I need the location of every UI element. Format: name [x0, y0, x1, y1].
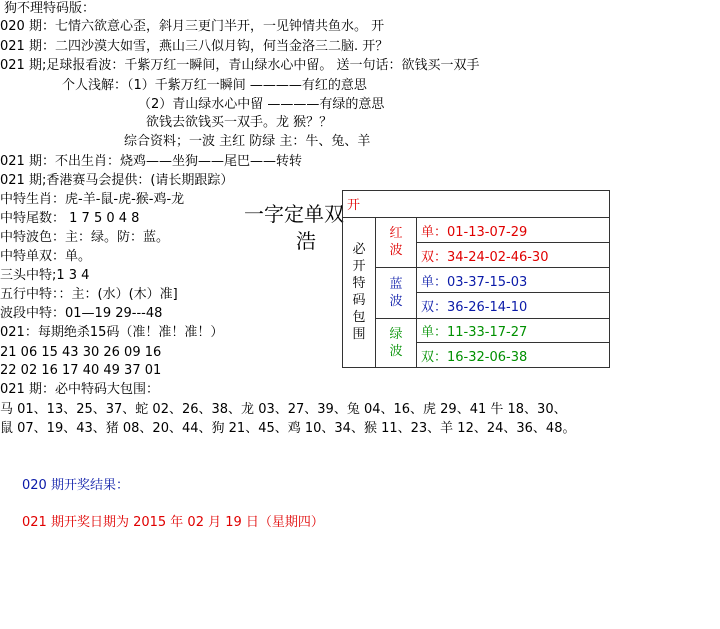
number-line: 22 02 16 17 40 49 37 01: [0, 363, 162, 378]
text-line: 021：每期绝杀15码（准！准！准！）: [0, 325, 224, 340]
red-wave-text: 红波: [389, 226, 403, 259]
page-header: 狗不理特码版：: [4, 1, 96, 16]
special-code-table: [342, 190, 610, 368]
text-line: 中特尾数： 1 7 5 0 4 8: [0, 211, 140, 226]
text-line: 中特生肖：虎-羊-鼠-虎-猴-鸡-龙: [0, 192, 185, 207]
text-line: 021 期：不出生肖：烧鸡——坐狗——尾巴——转转: [0, 154, 302, 169]
table-row: 双：36-26-14-10: [417, 292, 610, 318]
draw-date-021: 021 期开奖日期为 2015 年 02 月 19 日（星期四）: [22, 515, 324, 530]
text-line: 五行中特：：主：(水）(木）准]: [0, 287, 178, 302]
table-row: 双：34-24-02-46-30: [417, 243, 610, 268]
text-line: 中特波色：主：绿。防：蓝。: [0, 230, 170, 245]
text-line: 波段中特：01—19 29---48: [0, 306, 163, 321]
table-row: 单：01-13-07-29: [417, 217, 610, 243]
table-row: 单：11-33-17-27: [417, 318, 610, 343]
text-line: 鼠 07、19、43、猪 08、20、44、狗 21、45、鸡 10、34、猴 11、23、羊 12、24、36、48。: [0, 421, 576, 436]
text-line: 021 期：二四沙漠大如雪，燕山三八似月钩，何当金洛三二脑. 开？: [0, 39, 389, 54]
red-wave-label: [376, 217, 417, 267]
table-left-label: [343, 217, 376, 367]
green-wave-label: [376, 318, 417, 367]
table-left-label-text: 必开特码包围: [352, 242, 366, 343]
text-line: 020 期：七情六欲意心歪，斜月三更门半开，一见钟情共鱼水。 开: [0, 19, 385, 34]
table-row: 单：03-37-15-03: [417, 268, 610, 293]
text-line: 021 期;香港赛马会提供：(请长期跟踪）: [0, 173, 234, 188]
text-line: 中特单双：单。: [0, 249, 92, 264]
text-line: 欲钱去欲钱买一双手。龙 猴？？: [146, 115, 333, 130]
banner-line2: 浩: [296, 229, 316, 253]
green-wave-text: 绿波: [389, 326, 403, 359]
text-line: （2）青山绿水心中留 ————有绿的意思: [138, 97, 385, 112]
table-row: 双：16-32-06-38: [417, 343, 610, 368]
text-line: 个人浅解：（1）千紫万红一瞬间 ————有红的意思: [62, 78, 367, 93]
text-line: 马 01、13、25、37、蛇 02、26、38、龙 03、27、39、兔 04、16、虎 29、41 牛 18、30、: [0, 402, 567, 417]
text-line: 021 期;足球报看波：千紫万红一瞬间，青山绿水心中留。 送一句话：欲钱买一双手: [0, 58, 480, 73]
table-title: 开: [343, 191, 610, 218]
blue-wave-label: [376, 268, 417, 318]
result-020: 020 期开奖结果：: [22, 478, 129, 493]
banner-line1: 一字定单双: [244, 202, 344, 226]
blue-wave-text: 蓝波: [389, 276, 403, 309]
text-line: 综合资料；一波 主红 防绿 主：牛、兔、羊: [124, 134, 371, 149]
text-line: 三头中特;1 3 4: [0, 268, 90, 283]
number-line: 21 06 15 43 30 26 09 16: [0, 345, 162, 360]
text-line: 021 期：必中特码大包围：: [0, 382, 159, 397]
